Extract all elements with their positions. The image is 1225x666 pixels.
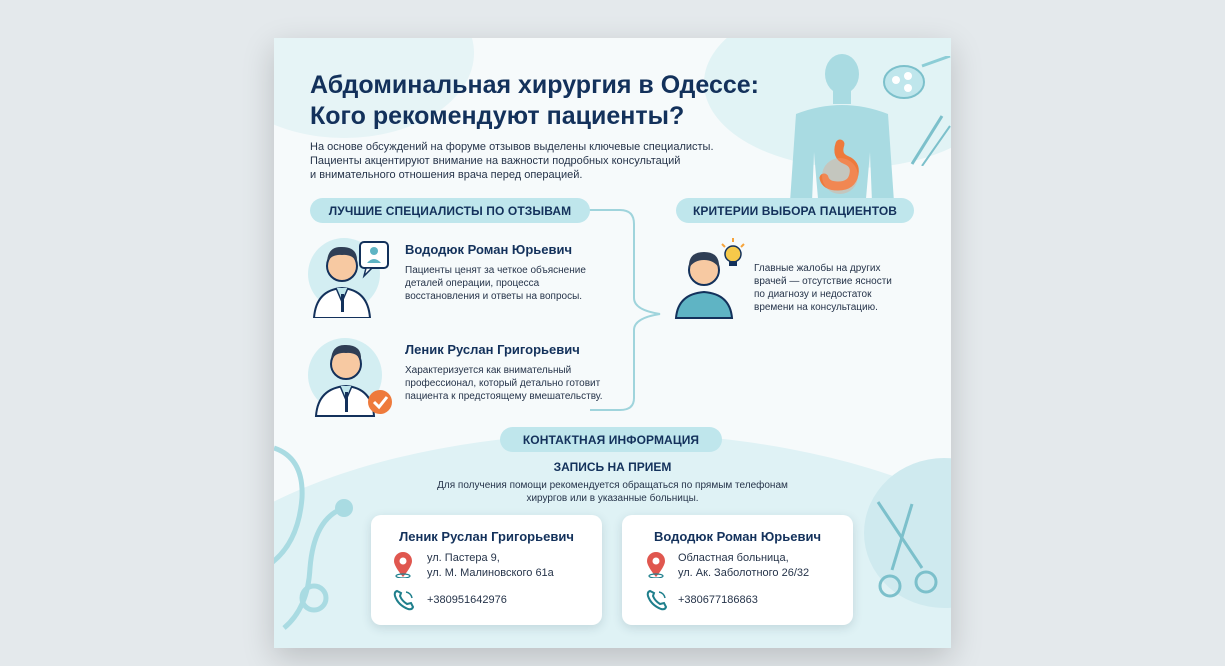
specialist-name: Леник Руслан Григорьевич xyxy=(405,342,580,357)
phone-icon xyxy=(646,589,668,611)
criteria-line: времени на консультацию. xyxy=(754,302,878,313)
desc-line: пациента к предстоящему вмешательству. xyxy=(405,391,603,402)
desc-line: деталей операции, процесса xyxy=(405,278,540,289)
title-line: Кого рекомендуют пациенты? xyxy=(310,102,685,130)
desc-line: Пациенты ценят за четкое объяснение xyxy=(405,265,586,276)
contact-address xyxy=(678,551,809,581)
note-line: Для получения помощи рекомендуется обращаться по прямым телефонам xyxy=(437,480,788,491)
specialist-description xyxy=(405,264,586,303)
title-line: Абдоминальная хирургия в Одессе: xyxy=(310,71,759,99)
contact-card-name: Леник Руслан Григорьевич xyxy=(399,529,574,544)
contact-card-name: Вододюк Роман Юрьевич xyxy=(653,529,821,544)
desc-line: восстановления и ответы на вопросы. xyxy=(405,291,583,302)
location-pin-icon xyxy=(646,552,666,578)
patient-thinking-icon xyxy=(672,238,747,320)
location-pin-icon xyxy=(393,552,413,578)
intro-line: и внимательного отношения врача перед операцией. xyxy=(310,169,583,181)
appointment-subheading: ЗАПИСЬ НА ПРИЕМ xyxy=(553,460,672,474)
address-line: ул. Ак. Заболотного 26/32 xyxy=(678,567,810,579)
criteria-heading: КРИТЕРИИ ВЫБОРА ПАЦИЕНТОВ xyxy=(676,198,914,223)
criteria-line: врачей — отсутствие ясности xyxy=(754,276,892,287)
contacts-heading: КОНТАКТНАЯ ИНФОРМАЦИЯ xyxy=(500,427,722,452)
criteria-text xyxy=(754,262,892,314)
specialist-name: Вододюк Роман Юрьевич xyxy=(405,242,573,257)
criteria-line: по диагнозу и недостаток xyxy=(754,289,872,300)
contacts-note xyxy=(274,479,951,505)
doctor-avatar-icon xyxy=(308,334,398,418)
intro-line: На основе обсуждений на форуме отзывов выделены ключевые специалисты. xyxy=(310,141,714,153)
doctor-avatar-icon xyxy=(308,238,398,318)
contact-phone[interactable]: +380951642976 xyxy=(427,594,507,606)
specialists-heading: ЛУЧШИЕ СПЕЦИАЛИСТЫ ПО ОТЗЫВАМ xyxy=(310,198,590,223)
contact-card xyxy=(371,515,602,625)
phone-icon xyxy=(393,589,415,611)
desc-line: Характеризуется как внимательный xyxy=(405,365,572,376)
infographic-poster xyxy=(274,38,951,648)
contact-address xyxy=(427,551,554,581)
desc-line: профессионал, который детально готовит xyxy=(405,378,601,389)
contact-phone[interactable]: +380677186863 xyxy=(678,594,758,606)
intro-line: Пациенты акцентируют внимание на важности подробных консультаций xyxy=(310,155,681,167)
address-line: ул. Пастера 9, xyxy=(427,552,500,564)
address-line: ул. М. Малиновского 61а xyxy=(427,567,554,579)
criteria-line: Главные жалобы на других xyxy=(754,263,881,274)
address-line: Областная больница, xyxy=(678,552,789,564)
contact-card xyxy=(622,515,853,625)
note-line: хирургов или в указанные больницы. xyxy=(526,493,699,504)
specialist-description xyxy=(405,364,603,403)
